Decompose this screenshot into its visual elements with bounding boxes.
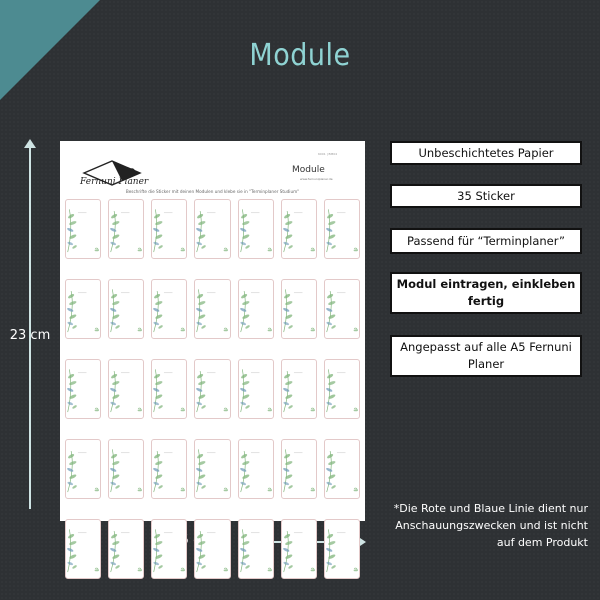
leaf-decoration-icon — [109, 280, 143, 338]
module-sticker — [194, 519, 230, 579]
leaf-decoration-icon — [282, 520, 316, 578]
leaf-decoration-icon — [282, 200, 316, 258]
leaf-decoration-icon — [195, 520, 229, 578]
feature-text: Unbeschichtetes Papier — [418, 145, 554, 160]
module-sticker — [151, 199, 187, 259]
module-sticker — [65, 359, 101, 419]
module-sticker — [281, 359, 317, 419]
module-sticker — [151, 439, 187, 499]
height-label: 23 cm — [9, 328, 51, 343]
leaf-decoration-icon — [195, 200, 229, 258]
leaf-decoration-icon — [325, 520, 359, 578]
leaf-decoration-icon — [195, 280, 229, 338]
module-sticker — [238, 279, 274, 339]
module-sticker — [324, 359, 360, 419]
module-sticker — [194, 279, 230, 339]
leaf-decoration-icon — [239, 440, 273, 498]
leaf-decoration-icon — [66, 360, 100, 418]
module-sticker — [281, 199, 317, 259]
module-sticker — [65, 279, 101, 339]
leaf-decoration-icon — [325, 280, 359, 338]
module-sticker — [324, 519, 360, 579]
sheet-subtitle: Beschrifte die Sticker mit deinen Modulen und klebe sie in "Terminplaner Studium" — [125, 189, 300, 194]
module-sticker — [238, 519, 274, 579]
leaf-decoration-icon — [66, 280, 100, 338]
module-sticker — [151, 519, 187, 579]
module-sticker — [194, 199, 230, 259]
module-sticker — [238, 439, 274, 499]
leaf-decoration-icon — [109, 440, 143, 498]
leaf-decoration-icon — [325, 440, 359, 498]
feature-box-usage — [390, 272, 582, 314]
leaf-decoration-icon — [282, 440, 316, 498]
leaf-decoration-icon — [152, 360, 186, 418]
leaf-decoration-icon — [239, 520, 273, 578]
module-sticker — [108, 359, 144, 419]
module-sticker — [65, 439, 101, 499]
module-sticker — [324, 439, 360, 499]
leaf-decoration-icon — [195, 360, 229, 418]
feature-text: 35 Sticker — [457, 188, 515, 203]
leaf-decoration-icon — [66, 520, 100, 578]
leaf-decoration-icon — [325, 360, 359, 418]
feature-box-paper — [390, 141, 582, 165]
feature-box-fit — [390, 228, 582, 254]
feature-text: Passend für “Terminplaner” — [407, 233, 565, 248]
leaf-decoration-icon — [325, 200, 359, 258]
module-sticker — [281, 279, 317, 339]
feature-text: Angepasst auf alle A5 Fernuni Planer — [400, 340, 572, 371]
module-sticker — [238, 199, 274, 259]
leaf-decoration-icon — [239, 280, 273, 338]
module-sticker — [65, 519, 101, 579]
module-sticker — [281, 439, 317, 499]
module-sticker — [65, 199, 101, 259]
module-sticker — [108, 439, 144, 499]
module-sticker — [108, 199, 144, 259]
module-sticker — [324, 199, 360, 259]
leaf-decoration-icon — [152, 440, 186, 498]
website: www.fernuniplaner.de — [300, 177, 333, 181]
sticker-grid — [65, 199, 360, 579]
disclaimer-note: *Die Rote und Blaue Linie dient nur Anschauungszwecken und ist nicht auf dem Produkt — [393, 502, 588, 550]
leaf-decoration-icon — [239, 200, 273, 258]
sheet-title: Module — [292, 165, 325, 175]
leaf-decoration-icon — [282, 360, 316, 418]
leaf-decoration-icon — [195, 440, 229, 498]
feature-box-count — [390, 184, 582, 208]
leaf-decoration-icon — [66, 200, 100, 258]
leaf-decoration-icon — [109, 520, 143, 578]
module-sticker — [194, 439, 230, 499]
leaf-decoration-icon — [239, 360, 273, 418]
page-title: Module — [249, 38, 351, 73]
module-sticker — [194, 359, 230, 419]
leaf-decoration-icon — [109, 200, 143, 258]
module-sticker — [238, 359, 274, 419]
module-sticker — [151, 279, 187, 339]
leaf-decoration-icon — [282, 280, 316, 338]
brand-name: Fernuni Planer — [80, 177, 149, 187]
sticker-sheet — [60, 141, 365, 521]
feature-text: Modul eintragen, einkleben fertig — [396, 277, 576, 308]
leaf-decoration-icon — [152, 520, 186, 578]
leaf-decoration-icon — [152, 280, 186, 338]
leaf-decoration-icon — [66, 440, 100, 498]
leaf-decoration-icon — [152, 200, 186, 258]
leaf-decoration-icon — [109, 360, 143, 418]
module-sticker — [108, 519, 144, 579]
feature-box-compat — [390, 335, 582, 377]
article-number: 6001 | BM04 — [318, 152, 338, 156]
module-sticker — [281, 519, 317, 579]
module-sticker — [108, 279, 144, 339]
module-sticker — [151, 359, 187, 419]
module-sticker — [324, 279, 360, 339]
